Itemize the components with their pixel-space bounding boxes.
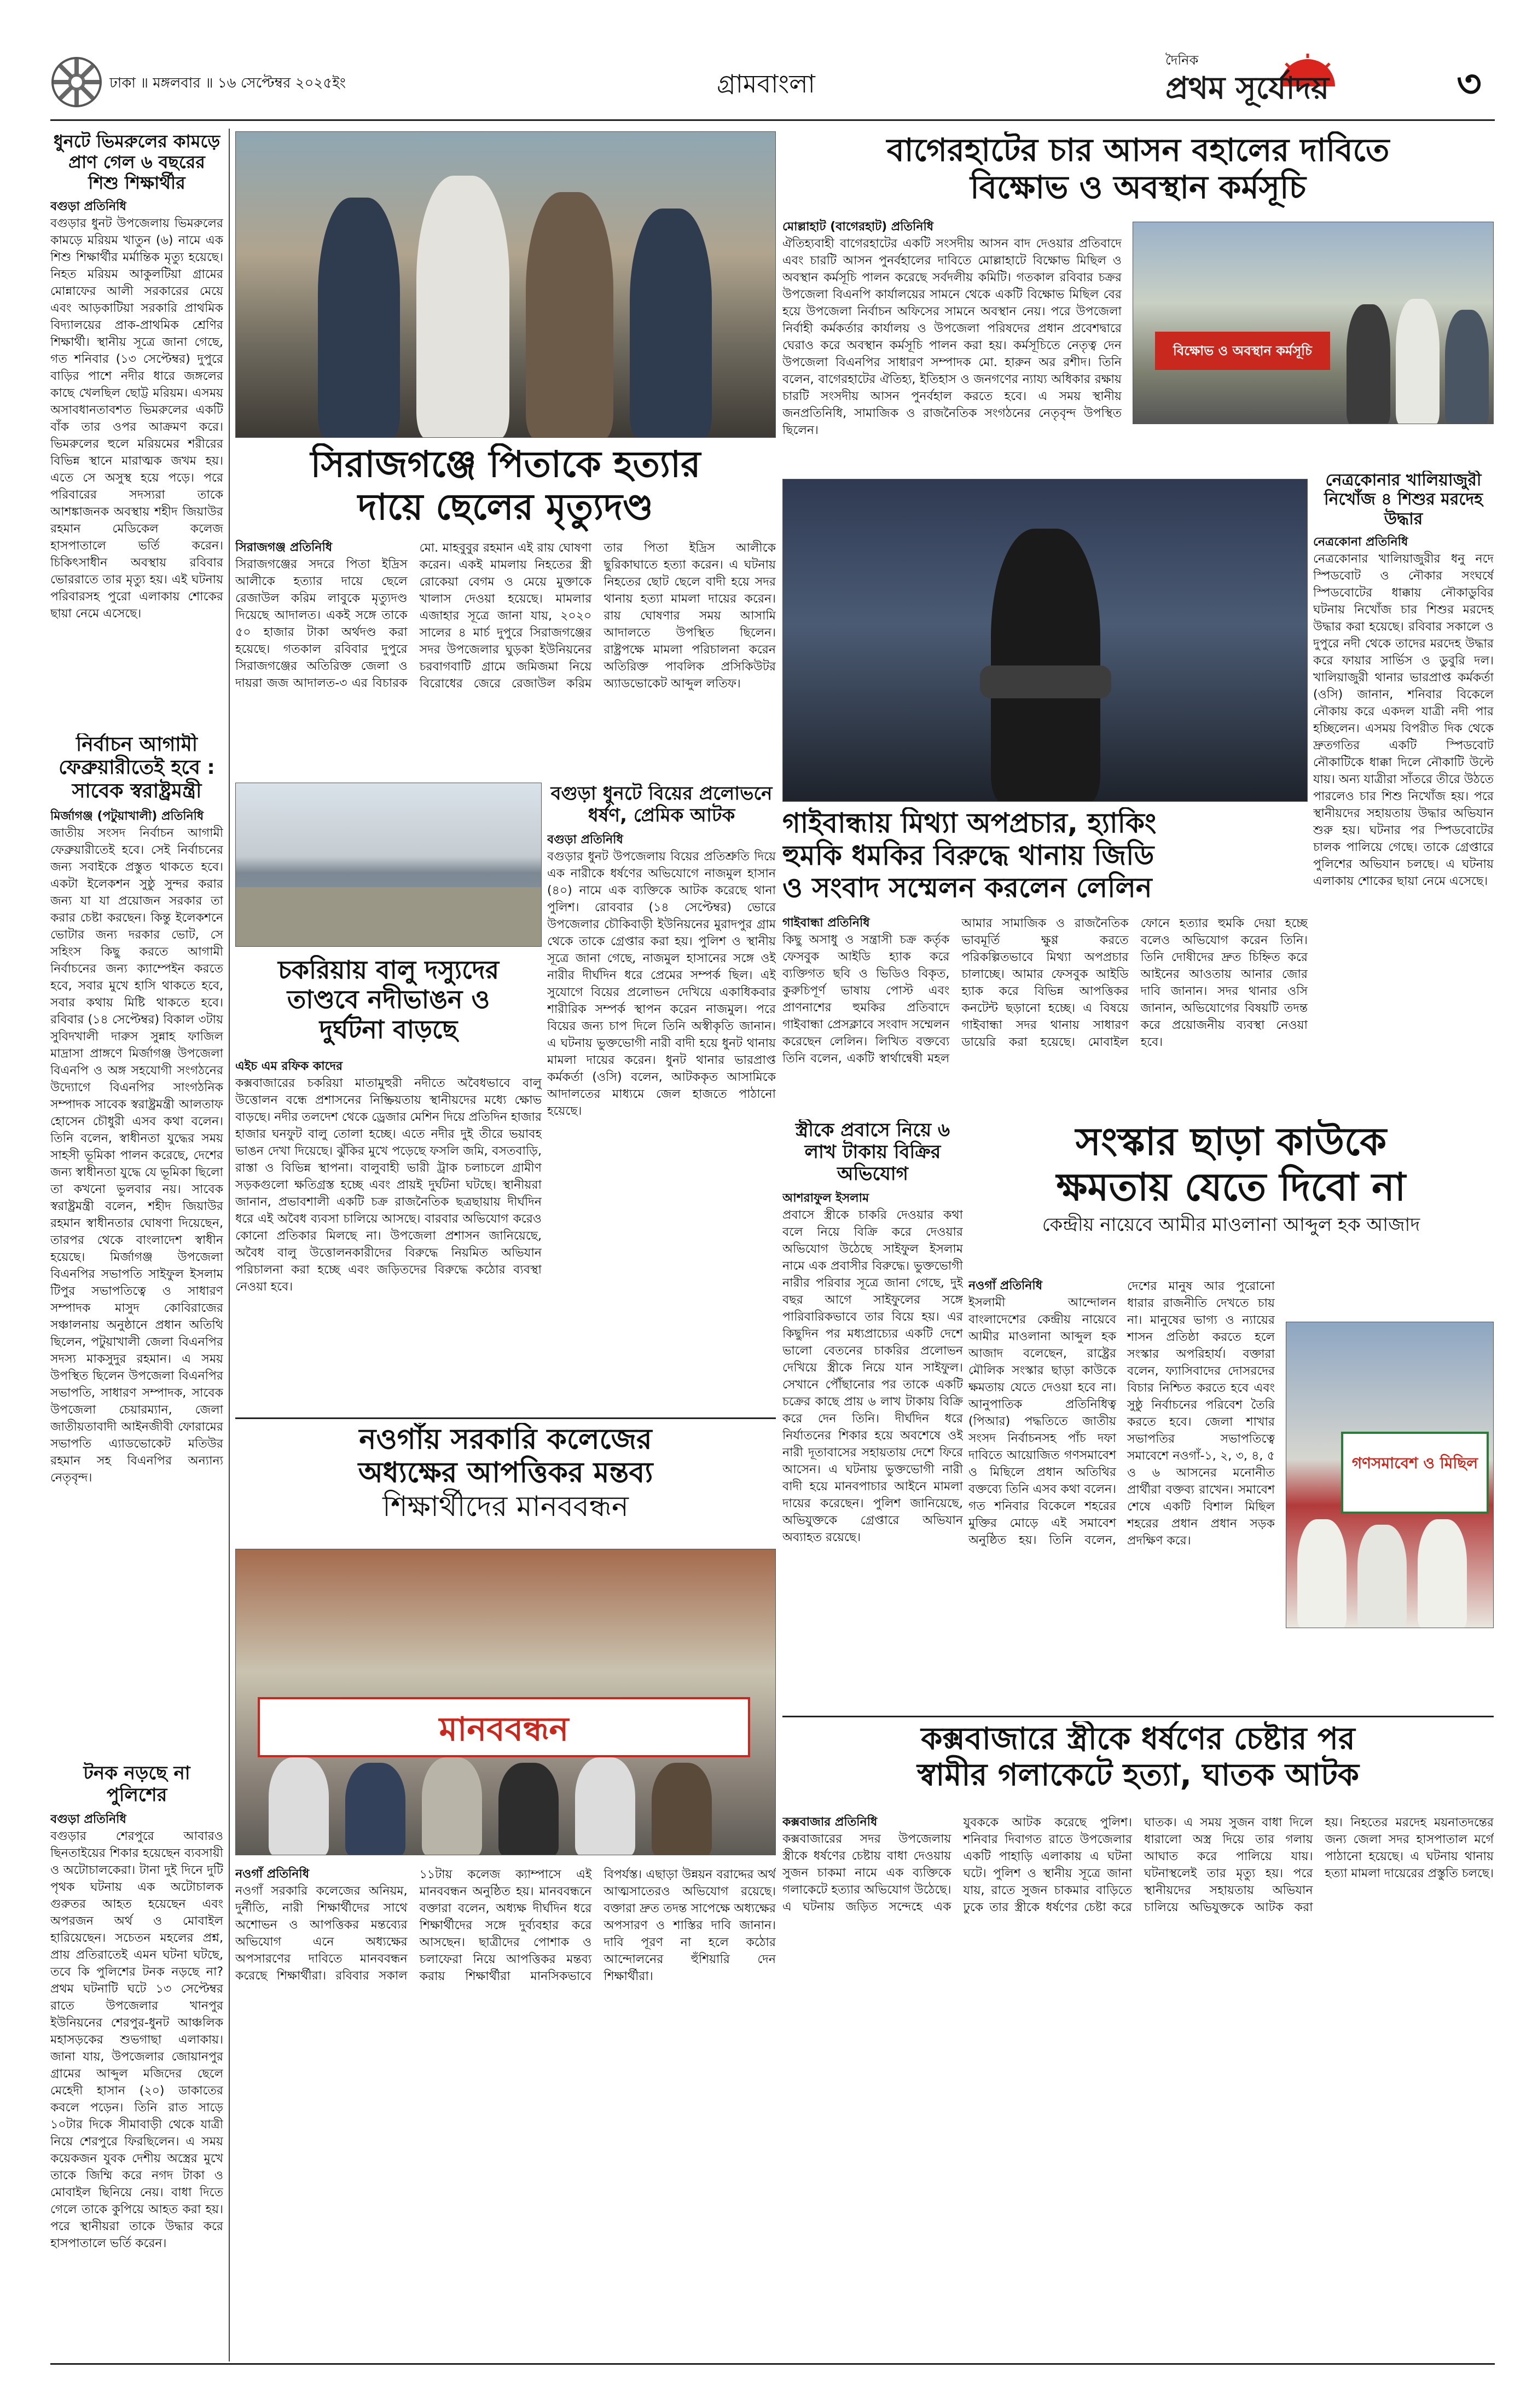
sangskar-photo: [1286, 1322, 1494, 1628]
article-body: ইসলামী আন্দোলন বাংলাদেশের কেন্দ্রীয় নায়েবে আমীর মাওলানা আব্দুল হক আজাদ বলেছেন, রাষ্ট্রের মৌলিক সংস্কার ছাড়া কাউকে ক্ষমতায় যেতে দেওয়া হবে না। আনুপাতিক প্রতিনিধিত্ব (পিআর) পদ্ধতিতে জাতীয় সংসদ নির্বাচনসহ পাঁচ দফা দাবিতে আয়োজিত গণসমাবেশ ও মিছিলে প্রধান অতিথির বক্তব্যে তিনি এসব কথা বলেন। গত শনিবার বিকেলে শহরের মুক্তির মোড়ে এই সমাবেশ অনুষ্ঠিত হয়। তিনি বলেন, দেশের মানুষ আর পুরোনো ধারার রাজনীতি দেখতে চায় না। মানুষের ভাগ্য ও ন্যায়ের শাসন প্রতিষ্ঠা করতে হলে সংস্কার অপরিহার্য। বক্তারা বলেন, ফ্যাসিবাদের দোসরদের বিচার নিশ্চিত করতে হবে এবং সুষ্ঠু নির্বাচনের পরিবেশ তৈরি করতে হবে। জেলা শাখার সভাপতির সভাপতিত্বে সমাবেশে নওগাঁ-১, ২, ৩, ৪, ৫ ও ৬ আসনের মনোনীত প্রার্থীরা বক্তব্য রাখেন। সমাবেশ শেষে একটি বিশাল মিছিল শহরের প্রধান প্রধান সড়ক প্রদক্ষিণ করে।: [968, 1280, 1275, 1548]
chokoria-river-photo: [235, 783, 542, 947]
headline-line-3: শিক্ষার্থীদের মানববন্ধন: [382, 1490, 629, 1523]
byline: সিরাজগঞ্জ প্রতিনিধি: [235, 540, 333, 554]
headline: বগুড়া ধুনটে বিয়ের প্রলোভনে ধর্ষণ, প্রেমিক আটক: [550, 783, 773, 827]
article-body: কক্সবাজারের চকরিয়া মাতামুহুরী নদীতে অবৈধভাবে বালু উত্তোলন বন্ধে প্রশাসনের নিষ্ক্রিয়তায় স্থানীয়দের মধ্যে ক্ষোভ বাড়ছে। নদীর তলদেশ থেকে ড্রেজার মেশিন দিয়ে প্রতিদিন হাজার হাজার ঘনফুট বালু তোলা হচ্ছে। এতে নদীর দুই তীরে ভয়াবহ ভাঙন দেখা দিয়েছে। ঝুঁকির মুখে পড়েছে ফসলি জমি, বসতবাড়ি, রাস্তা ও বিভিন্ন স্থাপনা। বালুবাহী ভারী ট্রাক চলাচলে গ্রামীণ সড়কগুলো ক্ষতিগ্রস্ত হচ্ছে এবং প্রায়ই দুর্ঘটনা ঘটছে। স্থানীয়রা জানান, প্রভাবশালী একটি চক্র রাজনৈতিক ছত্রছায়ায় দীর্ঘদিন ধরে এই অবৈধ ব্যবসা চালিয়ে আসছে। বারবার অভিযোগ করেও কোনো প্রতিকার মিলছে না। উপজেলা প্রশাসন জানিয়েছে, অবৈধ বালু উত্তোলনকারীদের বিরুদ্ধে নিয়মিত অভিযান পরিচালনা করা হচ্ছে এবং জড়িতদের বিরুদ্ধে কঠোর ব্যবস্থা নেওয়া হবে।: [235, 1076, 542, 1294]
headline: স্ত্রীকে প্রবাসে নিয়ে ৬ লাখ টাকায় বিক্রির অভিযোগ: [795, 1119, 950, 1185]
headline-line-2: বিক্ষোভ ও অবস্থান কর্মসূচি: [970, 169, 1306, 206]
article-truck: [50, 1762, 223, 2359]
article-sangskar: [968, 1119, 1494, 1710]
ornament-logo: [50, 56, 103, 108]
article-dhunot-rape: [547, 783, 776, 1406]
footer-rule: [50, 2363, 1495, 2365]
byline: গাইবান্ধা প্রতিনিধি: [782, 916, 870, 930]
headline-line-3: ও সংবাদ সম্মেলন করলেন লেলিন: [782, 872, 1152, 904]
byline: বগুড়া প্রতিনিধি: [50, 1813, 126, 1827]
byline: বগুড়া প্রতিনিধি: [547, 833, 623, 847]
page-number: ৩: [1456, 61, 1482, 106]
headline: নির্বাচন আগামী ফেব্রুয়ারীতেই হবে : সাবেক স্বরাষ্ট্রমন্ত্রী: [59, 733, 215, 802]
headline-line-1: সংস্কার ছাড়া কাউকে: [1075, 1119, 1387, 1164]
article-body: কক্সবাজারের সদর উপজেলায় স্ত্রীকে ধর্ষণের চেষ্টায় বাধা দেওয়ায় সুজন চাকমা নামে এক ব্যক্তিকে গলাকেটে হত্যার অভিযোগ উঠেছে। এ ঘটনায় জড়িত সন্দেহে এক যুবককে আটক করেছে পুলিশ। শনিবার দিবাগত রাতে উপজেলার একটি পাহাড়ি এলাকায় এ ঘটনা ঘটে। পুলিশ ও স্থানীয় সূত্রে জানা যায়, রাতে সুজন চাকমার বাড়িতে ঢুকে তার স্ত্রীকে ধর্ষণের চেষ্টা করে ঘাতক। এ সময় সুজন বাধা দিলে ধারালো অস্ত্র দিয়ে তার গলায় আঘাত করে পালিয়ে যায়। ঘটনাস্থলেই তার মৃত্যু হয়। পরে স্থানীয়দের সহায়তায় অভিযান চালিয়ে অভিযুক্তকে আটক করা হয়। নিহতের মরদেহ ময়নাতদন্তের জন্য জেলা সদর হাসপাতাল মর্গে পাঠানো হয়েছে। এ ঘটনায় থানায় হত্যা মামলা দায়েরের প্রস্তুতি চলছে।: [782, 1816, 1494, 1914]
date-line: ঢাকা ॥ মঙ্গলবার ॥ ১৬ সেপ্টেম্বর ২০২৫ইং: [109, 75, 346, 91]
headline-line-1: সিরাজগঞ্জে পিতাকে হত্যার: [310, 443, 701, 485]
byline: নওগাঁ প্রতিনিধি: [968, 1279, 1043, 1293]
bagerhat-photo: [1133, 222, 1494, 424]
headline-line-1: বাগেরহাটের চার আসন বহালের দাবিতে: [886, 131, 1390, 169]
section-title: গ্রামবাংলা: [717, 69, 815, 99]
article-body: বগুড়ার ধুনট উপজেলায় ভিমরুলের কামড়ে মরিয়ম খাতুন (৬) নামে এক শিশু শিক্ষার্থীর মর্মান্তিক মৃত্যু হয়েছে। নিহত মরিয়ম আকুলটিয়া গ্রামের মোন্নাফের আলী সরকারের মেয়ে এবং আড়কাটিয়া সরকারি প্রাথমিক বিদ্যালয়ের প্রাক-প্রাথমিক শ্রেণির শিক্ষার্থী। স্থানীয় সূত্রে জানা গেছে, গত শনিবার (১৩ সেপ্টেম্বর) দুপুরে বাড়ির পাশে নদীর ধারে জঙ্গলের কাছে খেলছিল ছোট্ট মরিয়ম। এসময় অসাবধানতাবশত ভিমরুলের একটি বাঁক তার ওপর আক্রমণ করে। ভিমরুলের হুলে মরিয়মের শরীরের বিভিন্ন স্থানে মারাত্মক জখম হয়। এতে সে অসুস্থ হয়ে পড়ে। পরে পরিবারের সদস্যরা তাকে আশঙ্কাজনক অবস্থায় শহীদ জিয়াউর রহমান মেডিকেল কলেজ হাসপাতালে ভর্তি করেন। চিকিৎসাধীন অবস্থায় রবিবার ভোররাতে তার মৃত্যু হয়। এই ঘটনায় পরিবারসহ পুরো এলাকায় শোকের ছায়া নেমে এসেছে।: [50, 217, 223, 621]
article-dhunot-dog: [50, 131, 223, 728]
headline-line-2: হুমকি ধমকির বিরুদ্ধে থানায় জিডি: [782, 840, 1154, 871]
column-divider: [229, 129, 230, 2361]
article-naogaon: [235, 1423, 776, 2359]
article-body: নেত্রকোনার খালিয়াজুরীর ধনু নদে স্পিডবোট ও নৌকার সংঘর্ষে স্পিডবোটের ধাক্কায় নৌকাডুবির ঘটনায় নিখোঁজ চার শিশুর মরদেহ উদ্ধার করা হয়েছে। রবিবার সকালে ও দুপুরে নদী থেকে তাদের মরদেহ উদ্ধার করে ফায়ার সার্ভিস ও ডুবুরি দল। খালিয়াজুরী থানার ভারপ্রাপ্ত কর্মকর্তা (ওসি) জানান, শনিবার বিকেলে নৌকায় করে একদল যাত্রী নদী পার হচ্ছিলেন। এসময় বিপরীত দিক থেকে দ্রুতগতির একটি স্পিডবোট নৌকাটিকে ধাক্কা দিলে নৌকাটি উল্টে যায়। অন্য যাত্রীরা সাঁতরে তীরে উঠতে পারলেও চার শিশু নিখোঁজ হয়। পরে স্থানীয়দের সহায়তায় উদ্ধার অভিযান শুরু হয়। ঘটনার পর স্পিডবোটের চালক পালিয়ে গেছে। তাকে গ্রেপ্তারে পুলিশের অভিযান চলছে। এ ঘটনায় এলাকায় শোকের ছায়া নেমে এসেছে।: [1313, 552, 1494, 889]
article-body: বগুড়ার ধুনট উপজেলায় বিয়ের প্রতিশ্রুতি দিয়ে এক নারীকে ধর্ষণের অভিযোগে নাজমুল হাসান (৪০) নামে এক ব্যক্তিকে আটক করেছে থানা পুলিশ। রোববার (১৪ সেপ্টেম্বর) ভোরে উপজেলার চৌকিবাড়ী ইউনিয়নের মুরাদপুর গ্রাম থেকে তাকে গ্রেপ্তার করা হয়। পুলিশ ও স্থানীয় সূত্রে জানা গেছে, নাজমুল হাসানের সঙ্গে ওই নারীর দীর্ঘদিন ধরে প্রেমের সম্পর্ক ছিল। এই সুযোগে বিয়ের প্রলোভন দেখিয়ে একাধিকবার শারীরিক সম্পর্ক স্থাপন করেন নাজমুল। পরে বিয়ের জন্য চাপ দিলে তিনি অস্বীকৃতি জানান। এ ঘটনায় ভুক্তভোগী নারী বাদী হয়ে ধুনট থানায় মামলা দায়ের করেন। ধুনট থানার ভারপ্রাপ্ত কর্মকর্তা (ওসি) বলেন, আটককৃত আসামিকে আদালতের মাধ্যমে জেল হাজতে পাঠানো হয়েছে।: [547, 850, 776, 1119]
byline: নওগাঁ প্রতিনিধি: [235, 1867, 310, 1881]
article-body: নওগাঁ সরকারি কলেজের অনিয়ম, দুর্নীতি, নারী শিক্ষার্থীদের সাথে অশোভন ও আপত্তিকর মন্তব্যের অভিযোগ এনে অধ্যক্ষের অপসারণের দাবিতে মানববন্ধন করেছে শিক্ষার্থীরা। রবিবার সকাল ১১টায় কলেজ ক্যাম্পাসে এই মানববন্ধন অনুষ্ঠিত হয়। মানববন্ধনে বক্তারা বলেন, অধ্যক্ষ দীর্ঘদিন ধরে শিক্ষার্থীদের সঙ্গে দুর্ব্যবহার করে আসছেন। ছাত্রীদের পোশাক ও চলাফেরা নিয়ে আপত্তিকর মন্তব্য করায় শিক্ষার্থীরা মানসিকভাবে বিপর্যস্ত। এছাড়া উন্নয়ন বরাদ্দের অর্থ আত্মসাতেরও অভিযোগ রয়েছে। বক্তারা দ্রুত তদন্ত সাপেক্ষে অধ্যক্ষের অপসারণ ও শাস্তির দাবি জানান। দাবি পূরণ না হলে কঠোর আন্দোলনের হুঁশিয়ারি দেন শিক্ষার্থীরা।: [235, 1868, 776, 1983]
article-coxsbazar: [782, 1721, 1494, 2356]
headline-line-2: তাণ্ডবে নদীভাঙন ও: [287, 985, 490, 1015]
article-body: বগুড়ার শেরপুরে আবারও ছিনতাইয়ের শিকার হয়েছেন ব্যবসায়ী ও অটোচালকেরা। টানা দুই দিনে দুটি পৃথক ঘটনায় এক অটোচালক গুরুতর আহত হয়েছেন এবং অপরজন অর্থ ও মোবাইল হারিয়েছেন। সচেতন মহলের প্রশ্ন, প্রায় প্রতিরাতেই এমন ঘটনা ঘটছে, তবে কি পুলিশের টনক নড়ছে না? প্রথম ঘটনাটি ঘটে ১৩ সেপ্টেম্বর রাতে উপজেলার খানপুর ইউনিয়নের শেরপুর-ধুনট আঞ্চলিক মহাসড়কের শুভগাছা এলাকায়। জানা যায়, উপজেলার জোয়ানপুর গ্রামের আব্দুল মজিদের ছেলে মেহেদী হাসান (২০) ডাকাতের কবলে পড়েন। তিনি রাত সাড়ে ১০টার দিকে সীমাবাড়ী থেকে যাত্রী নিয়ে শেরপুরে ফিরছিলেন। এ সময় কয়েকজন যুবক দেশীয় অস্ত্রের মুখে তাকে জিম্মি করে নগদ টাকা ও মোবাইল ছিনিয়ে নেয়। বাধা দিতে গেলে তাকে কুপিয়ে আহত করা হয়। পরে স্থানীয়রা তাকে উদ্ধার করে হাসপাতালে ভর্তি করেন।: [50, 1830, 223, 2251]
headline-line-2: স্বামীর গলাকেটে হত্যা, ঘাতক আটক: [917, 1757, 1359, 1793]
headline: ধুনটে ভিমরুলের কামড়ে প্রাণ গেল ৬ বছরের শিশু শিক্ষার্থীর: [53, 131, 220, 193]
paper-kicker: দৈনিক: [1165, 53, 1199, 68]
article-body: সিরাজগঞ্জের সদরে পিতা ইদ্রিস আলীকে হত্যার দায়ে ছেলে রেজাউল করিম লাবুকে মৃত্যুদণ্ড দিয়েছে আদালত। একই সঙ্গে তাকে ৫০ হাজার টাকা অর্থদণ্ড করা হয়েছে। গতকাল রবিবার দুপুরে সিরাজগঞ্জের অতিরিক্ত জেলা ও দায়রা জজ আদালত-৩ এর বিচারক মো. মাহবুবুর রহমান এই রায় ঘোষণা করেন। একই মামলায় নিহতের স্ত্রী রোকেয়া বেগম ও মেয়ে মুক্তাকে খালাস দেওয়া হয়েছে। মামলার এজাহার সূত্রে জানা যায়, ২০২০ সালের ৪ মার্চ দুপুরে সিরাজগঞ্জের সদর উপজেলার ঘুড়কা ইউনিয়নের চরবাগবাটি গ্রামে জমিজমা নিয়ে বিরোধের জেরে রেজাউল করিম তার পিতা ইদ্রিস আলীকে ছুরিকাঘাতে হত্যা করেন। এ ঘটনায় নিহতের ছোট ছেলে বাদী হয়ে সদর থানায় হত্যা মামলা দায়ের করেন। রায় ঘোষণার সময় আসামি আদালতে উপস্থিত ছিলেন। রাষ্ট্রপক্ষে মামলা পরিচালনা করেন অতিরিক্ত পাবলিক প্রসিকিউটর অ্যাডভোকেট আব্দুল লতিফ।: [235, 541, 776, 691]
masthead: [0, 0, 1532, 126]
byline: নেত্রকোনা প্রতিনিধি: [1313, 535, 1408, 549]
photo-banner: বিক্ষোভ ও অবস্থান কর্মসূচি: [1155, 332, 1330, 370]
sirajganj-photo: [235, 131, 776, 438]
headline-line-1: কক্সবাজারে স্ত্রীকে ধর্ষণের চেষ্টার পর: [921, 1721, 1355, 1757]
article-chokoria: [235, 955, 542, 1409]
article-election: [50, 733, 223, 1751]
headline-line-1: গাইবান্ধায় মিথ্যা অপপ্রচার, হ্যাকিং: [782, 807, 1157, 839]
kicker: কেন্দ্রীয় নায়েবে আমীর মাওলানা আব্দুল হক আজাদ: [1042, 1214, 1420, 1236]
byline: মির্জাগঞ্জ (পটুয়াখালী) প্রতিনিধি: [50, 809, 204, 824]
naogaon-photo: [235, 1549, 776, 1855]
article-wife-abroad: [782, 1119, 963, 1710]
headline: নেত্রকোনার খালিয়াজুরী নিখোঁজ ৪ শিশুর মরদেহ উদ্ধার: [1324, 471, 1483, 529]
photo-banner: গণসমাবেশ ও মিছিল: [1341, 1432, 1489, 1514]
photo-banner: মানববন্ধন: [258, 1697, 750, 1757]
byline: মোল্লাহাট (বাগেরহাট) প্রতিনিধি: [782, 220, 934, 234]
headline-line-1: চকরিয়ায় বালু দস্যুদের: [277, 955, 500, 985]
gaibandha-photo: [782, 479, 1308, 802]
article-body: ঐতিহ্যবাহী বাগেরহাটের একটি সংসদীয় আসন বাদ দেওয়ার প্রতিবাদে এবং চারটি আসন পুনর্বহালের দাবিতে মোল্লাহাটে বিক্ষোভ মিছিল ও অবস্থান কর্মসূচি পালন করেছে সর্বদলীয় কমিটি। গতকাল রবিবার চক্রর উপজেলা বিএনপি কার্যালয়ের সামনে থেকে একটি বিক্ষোভ মিছিল বের হয়ে উপজেলা নির্বাচন অফিসের সামনে অবস্থান নেয়। পরে উপজেলা নির্বাহী কর্মকর্তার কার্যালয় ও উপজেলা পরিষদের প্রধান প্রবেশদ্বারে ঘেরাও করে অবস্থান কর্মসূচি পালন করা হয়। কর্মসূচিতে নেতৃত্ব দেন উপজেলা বিএনপির সাধারণ সম্পাদক মো. হারুন অর রশীদ। তিনি বলেন, বাগেরহাটের ঐতিহ্য, ইতিহাস ও জনগণের ন্যায্য অধিকার রক্ষায় চারটি সংসদীয় আসন পুনর্বহাল করতে হবে। এ সময় স্থানীয় জনপ্রতিনিধি, সামাজিক ও রাজনৈতিক সংগঠনের নেতৃবৃন্দ উপস্থিত ছিলেন।: [782, 237, 1122, 437]
masthead-rule: [50, 119, 1495, 121]
headline-line-3: দুর্ঘটনা বাড়ছে: [319, 1014, 458, 1044]
paper-name: প্রথম সূর্যোদয়: [1165, 71, 1330, 106]
article-body: প্রবাসে স্ত্রীকে চাকরি দেওয়ার কথা বলে নিয়ে বিক্রি করে দেওয়ার অভিযোগ উঠেছে সাইফুল ইসলাম নামে এক প্রবাসীর বিরুদ্ধে। ভুক্তভোগী নারীর পরিবার সূত্রে জানা গেছে, দুই বছর আগে সাইফুলের সঙ্গে পারিবারিকভাবে তার বিয়ে হয়। এর কিছুদিন পর মধ্যপ্রাচ্যের একটি দেশে ভালো বেতনের চাকরির প্রলোভন দেখিয়ে স্ত্রীকে নিয়ে যান সাইফুল। সেখানে পৌঁছানোর পর তাকে একটি চক্রের কাছে প্রায় ৬ লাখ টাকায় বিক্রি করে দেন তিনি। দীর্ঘদিন ধরে নির্যাতনের শিকার হয়ে অবশেষে ওই নারী দূতাবাসের সহায়তায় দেশে ফিরে আসেন। এ ঘটনায় ভুক্তভোগী নারী বাদী হয়ে মানবপাচার আইনে মামলা দায়ের করেছেন। পুলিশ জানিয়েছে, অভিযুক্তকে গ্রেপ্তারে অভিযান অব্যাহত রয়েছে।: [782, 1208, 963, 1545]
article-body: কিছু অসাধু ও সন্ত্রাসী চক্র কর্তৃক ফেসবুক আইডি হ্যাক করে ব্যক্তিগত ছবি ও ভিডিও বিকৃত, কুরুচিপূর্ণ ভাষায় পোস্ট এবং প্রাণনাশের হুমকির প্রতিবাদে গাইবান্ধা প্রেসক্লাবে সংবাদ সম্মেলন করেছেন লেলিন। লিখিত বক্তব্যে তিনি বলেন, একটি স্বার্থান্বেষী মহল আমার সামাজিক ও রাজনৈতিক ভাবমূর্তি ক্ষুণ্ণ করতে পরিকল্পিতভাবে মিথ্যা অপপ্রচার চালাচ্ছে। আমার ফেসবুক আইডি হ্যাক করে বিভিন্ন আপত্তিকর কনটেন্ট ছড়ানো হচ্ছে। এ বিষয়ে গাইবান্ধা সদর থানায় সাধারণ ডায়েরি করা হয়েছে। মোবাইল ফোনে হত্যার হুমকি দেয়া হচ্ছে বলেও অভিযোগ করেন তিনি। তিনি দোষীদের দ্রুত চিহ্নিত করে আইনের আওতায় আনার জোর দাবি জানান। সদর থানার ওসি জানান, অভিযোগের বিষয়টি তদন্ত করে প্রয়োজনীয় ব্যবস্থা নেওয়া হবে।: [782, 917, 1308, 1066]
headline-line-2: অধ্যক্ষের আপত্তিকর মন্তব্য: [358, 1456, 653, 1490]
byline: এইচ এম রফিক কাদের: [235, 1059, 343, 1073]
byline: কক্সবাজার প্রতিনিধি: [782, 1815, 878, 1829]
section-rule: [235, 1417, 776, 1419]
headline-line-2: ক্ষমতায় যেতে দিবো না: [1056, 1164, 1406, 1209]
article-body: জাতীয় সংসদ নির্বাচন আগামী ফেব্রুয়ারীতেই হবে। সেই নির্বাচনের জন্য সবাইকে প্রস্তুত থাকতে হবে। একটা ইলেকশন সুষ্ঠু সুন্দর করার জন্য যা যা প্রয়োজন সরকার তা করার চেষ্টা করছেন। কিন্তু ইলেকশনে ভোটার জন্য দরকার ভোট, সে সহিংস কিছু করতে আগামী নির্বাচনের জন্য ক্যাম্পেইন করতে হবে, সবার মুখে হাসি থাকতে হবে, সবার কথায় মিষ্টি থাকতে হবে। রবিবার (১৪ সেপ্টেম্বর) বিকাল ৩টায় সুবিদখালী দারুস সুন্নাহ ফাজিল মাদ্রাসা প্রাঙ্গণে মির্জাগঞ্জ উপজেলা বিএনপি ও অঙ্গ সহযোগী সংগঠনের উদ্যোগে বিএনপির সাংগঠনিক সম্পাদক সাবেক স্বরাষ্ট্রমন্ত্রী আলতাফ হোসেন চৌধুরী এসব কথা বলেন। তিনি বলেন, স্বাধীনতা যুদ্ধের সময় সাহসী ভূমিকা পালন করেছে, দেশের জন্য স্বাধীনতা যুদ্ধে যে ভূমিকা ছিলো তা কখনো ভুলবার নয়। সাবেক স্বরাষ্ট্রমন্ত্রী বলেন, শহীদ জিয়াউর রহমান স্বাধীনতার ঘোষণা দিয়েছেন, তারপর থেকে বাংলাদেশ স্বাধীন হয়েছে। মির্জাগঞ্জ উপজেলা বিএনপির সভাপতি সাইফুল ইসলাম টিপুর সভাপতিত্বে ও সাধারণ সম্পাদক মাসুদ কোবিরাজের সঞ্চালনায় অনুষ্ঠানে প্রধান অতিথি ছিলেন, পটুয়াখালী জেলা বিএনপির সদস্য মাকসুদুর রহমান। এ সময় উপস্থিত ছিলেন উপজেলা বিএনপির সভাপতি, সাধারণ সম্পাদক, সাবেক উপজেলা চেয়ারম্যান, জেলা জাতীয়তাবাদী আইনজীবী ফোরামের সভাপতি এ্যাডভোকেট মতিউর রহমান সহ বিএনপির অন্যান্য নেতৃবৃন্দ।: [50, 826, 223, 1485]
article-sirajganj: [235, 443, 776, 772]
byline: বগুড়া প্রতিনিধি: [50, 200, 126, 214]
headline-line-1: নওগাঁয় সরকারি কলেজের: [359, 1423, 652, 1456]
headline-line-2: দায়ে ছেলের মৃত্যুদণ্ড: [358, 485, 653, 528]
byline: আশরাফুল ইসলাম: [782, 1191, 869, 1206]
section-rule: [782, 1716, 1494, 1717]
article-gaibandha: [782, 807, 1308, 1114]
headline: টনক নড়ছে না পুলিশের: [83, 1762, 190, 1807]
